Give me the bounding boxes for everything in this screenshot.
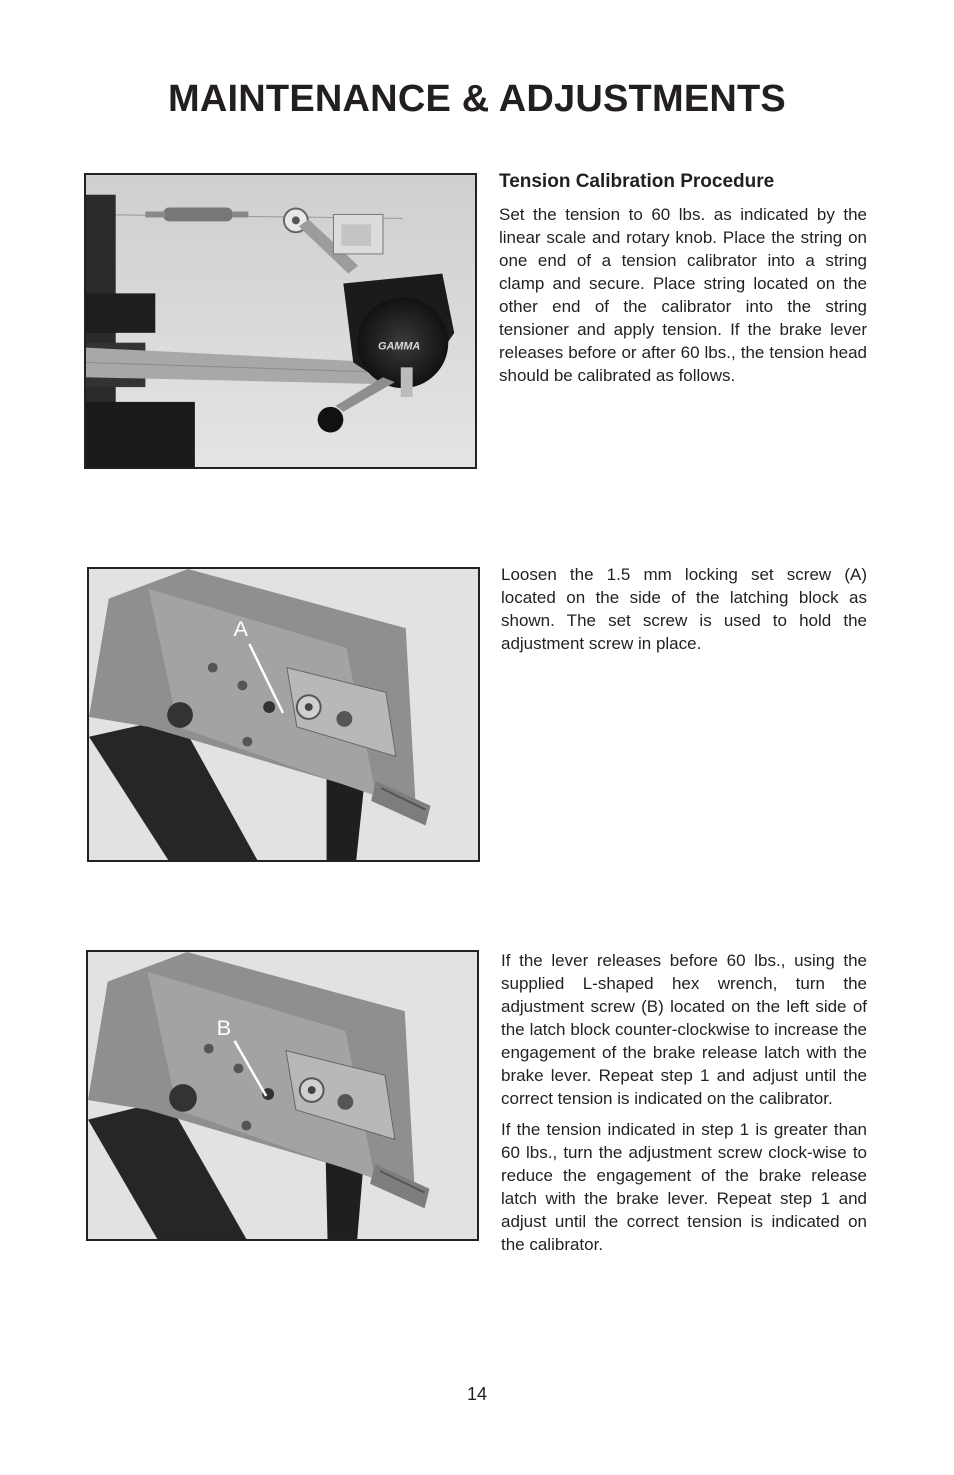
section3-paragraph-1: If the lever releases before 60 lbs., using the supplied L-shaped hex wrench, turn the adjustment screw (B) located on the left side of the latch block counter-clockwise to increase the engagement of the brake release latch with the brake lever. Repeat step 1 and adjust until the correct tension is indicated on the calibrator. xyxy=(501,951,867,1108)
page-number: 14 xyxy=(466,1384,488,1404)
section2-paragraph: Loosen the 1.5 mm locking set screw (A) located on the side of the latching block as shown. The set screw is used to hold the adjustment screw in place. xyxy=(501,565,867,653)
section1-paragraph: Set the tension to 60 lbs. as indicated by the linear scale and rotary knob. Place the string on one end of a tension calibrator into a string clamp and secure. Place string located on the other end of the calibrator into the string tensioner and apply tension. If the brake lever releases before or after 60 lbs., the tension head should be calibrated as follows. xyxy=(499,205,867,385)
callout-b-label: B xyxy=(216,1014,232,1040)
section1-text xyxy=(499,170,867,395)
section3-text xyxy=(501,949,867,1264)
gamma-logo: GAMMA xyxy=(377,340,421,353)
latch-block-photo-b xyxy=(86,950,479,1241)
section3-paragraph-2: If the tension indicated in step 1 is greater than 60 lbs., turn the adjustment screw clock-wise to reduce the engagement of the brake release latch with the brake lever. Repeat step 1 and adjust until the correct tension is indicated on the calibrator. xyxy=(501,1120,867,1254)
section-heading: Tension Calibration Procedure xyxy=(499,171,775,192)
callout-a-label: A xyxy=(233,616,249,642)
page-title: MAINTENANCE & ADJUSTMENTS xyxy=(168,78,786,120)
latch-block-photo-a xyxy=(87,567,480,862)
tension-head-photo xyxy=(84,173,477,469)
section2-text xyxy=(501,563,867,663)
